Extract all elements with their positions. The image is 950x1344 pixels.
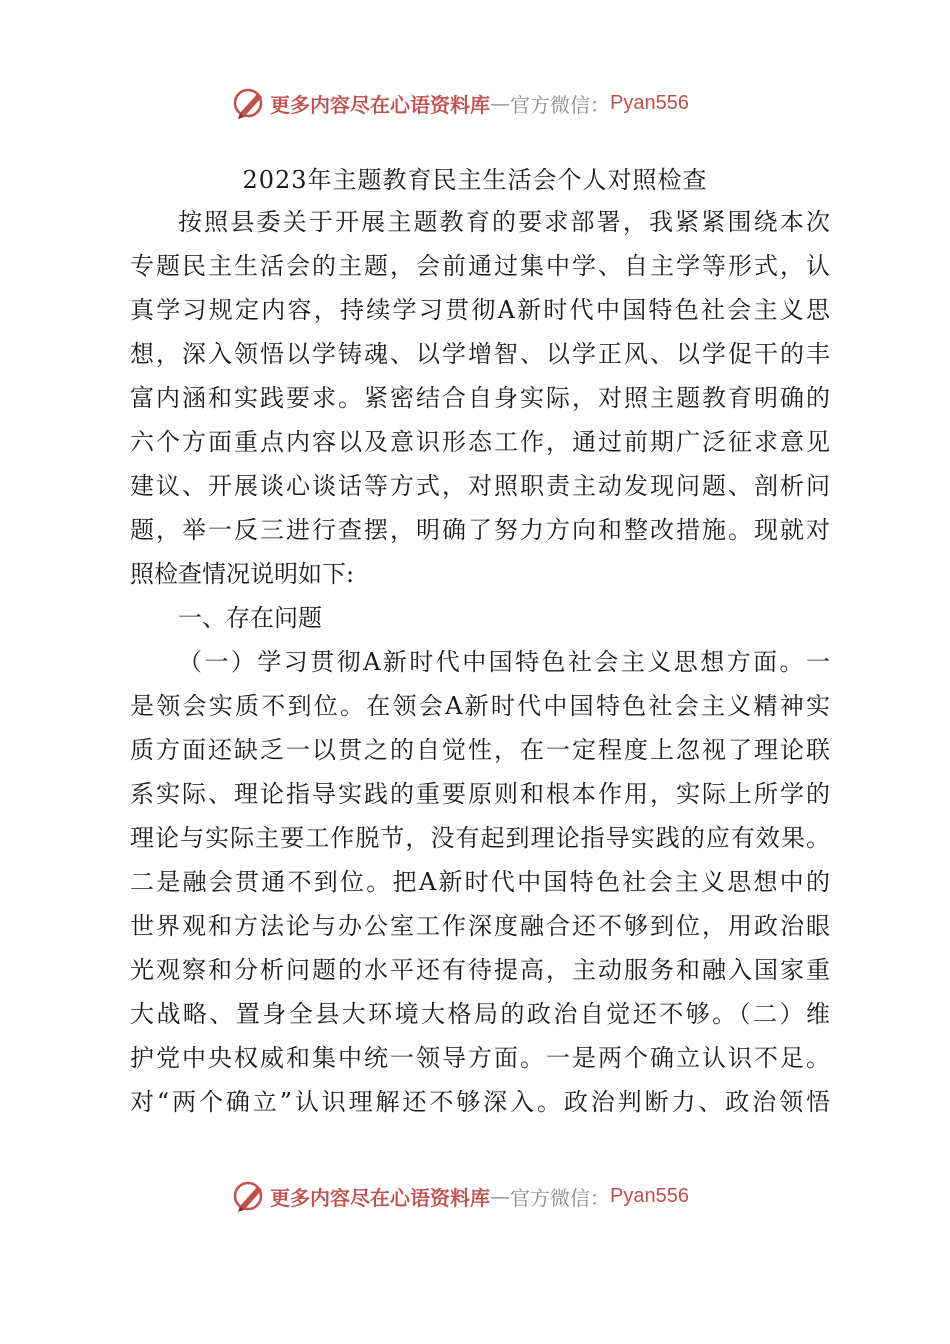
body-line: 大战略、置身全县大环境大格局的政治自觉还不够。（二）维 bbox=[130, 1000, 830, 1028]
watermark-brand-text: 更多内容尽在心语资料库 bbox=[270, 1185, 490, 1210]
body-line: 想，深入领悟以学铸魂、以学增智、以学正风、以学促干的丰 bbox=[130, 340, 830, 368]
body-line: 建议、开展谈心谈话等方式，对照职责主动发现问题、剖析问 bbox=[130, 472, 830, 500]
watermark-wechat-id: Pyan556 bbox=[610, 1184, 689, 1207]
watermark-banner-bottom bbox=[232, 1178, 689, 1214]
body-line: 按照县委关于开展主题教育的要求部署，我紧紧围绕本次 bbox=[178, 208, 830, 236]
body-line: 世界观和方法论与办公室工作深度融合还不够到位，用政治眼 bbox=[130, 912, 830, 940]
body-line: 富内涵和实践要求。紧密结合自身实际，对照主题教育明确的 bbox=[130, 384, 830, 412]
body-line: 题，举一反三进行查摆，明确了努力方向和整改措施。现就对 bbox=[130, 516, 830, 544]
watermark-brand-text: 更多内容尽在心语资料库 bbox=[270, 92, 490, 117]
body-line: 专题民主生活会的主题，会前通过集中学、自主学等形式，认 bbox=[130, 252, 830, 280]
body-line: 质方面还缺乏一以贯之的自觉性，在一定程度上忽视了理论联 bbox=[130, 736, 830, 764]
pen-logo-icon bbox=[232, 85, 268, 121]
watermark-wechat-label: 官方微信： bbox=[510, 1185, 610, 1210]
body-line: 对“两个确立”认识理解还不够深入。政治判断力、政治领悟 bbox=[130, 1088, 830, 1116]
watermark-separator: — bbox=[490, 1184, 510, 1208]
body-line: 光观察和分析问题的水平还有待提高，主动服务和融入国家重 bbox=[130, 956, 830, 984]
watermark-wechat-label: 官方微信： bbox=[510, 92, 610, 117]
body-line: 理论与实际主要工作脱节，没有起到理论指导实践的应有效果。 bbox=[130, 824, 830, 852]
document-body bbox=[130, 200, 830, 1124]
pen-logo-icon bbox=[232, 1178, 268, 1214]
body-line: 是领会实质不到位。在领会A新时代中国特色社会主义精神实 bbox=[130, 692, 830, 720]
body-line: （一）学习贯彻A新时代中国特色社会主义思想方面。一 bbox=[178, 648, 830, 676]
body-line: 系实际、理论指导实践的重要原则和根本作用，实际上所学的 bbox=[130, 780, 830, 808]
body-line: 照检查情况说明如下: bbox=[130, 560, 355, 588]
watermark-separator: — bbox=[490, 91, 510, 115]
body-line: 六个方面重点内容以及意识形态工作，通过前期广泛征求意见 bbox=[130, 428, 830, 456]
watermark-wechat-id: Pyan556 bbox=[610, 91, 689, 114]
body-line: 二是融会贯通不到位。把A新时代中国特色社会主义思想中的 bbox=[130, 868, 830, 896]
body-line: 护党中央权威和集中统一领导方面。一是两个确立认识不足。 bbox=[130, 1044, 830, 1072]
body-line: 真学习规定内容，持续学习贯彻A新时代中国特色社会主义思 bbox=[130, 296, 830, 324]
document-title: 2023年主题教育民主生活会个人对照检查 bbox=[242, 166, 708, 194]
section-heading: 一、存在问题 bbox=[178, 604, 322, 632]
watermark-banner-top bbox=[232, 85, 689, 121]
